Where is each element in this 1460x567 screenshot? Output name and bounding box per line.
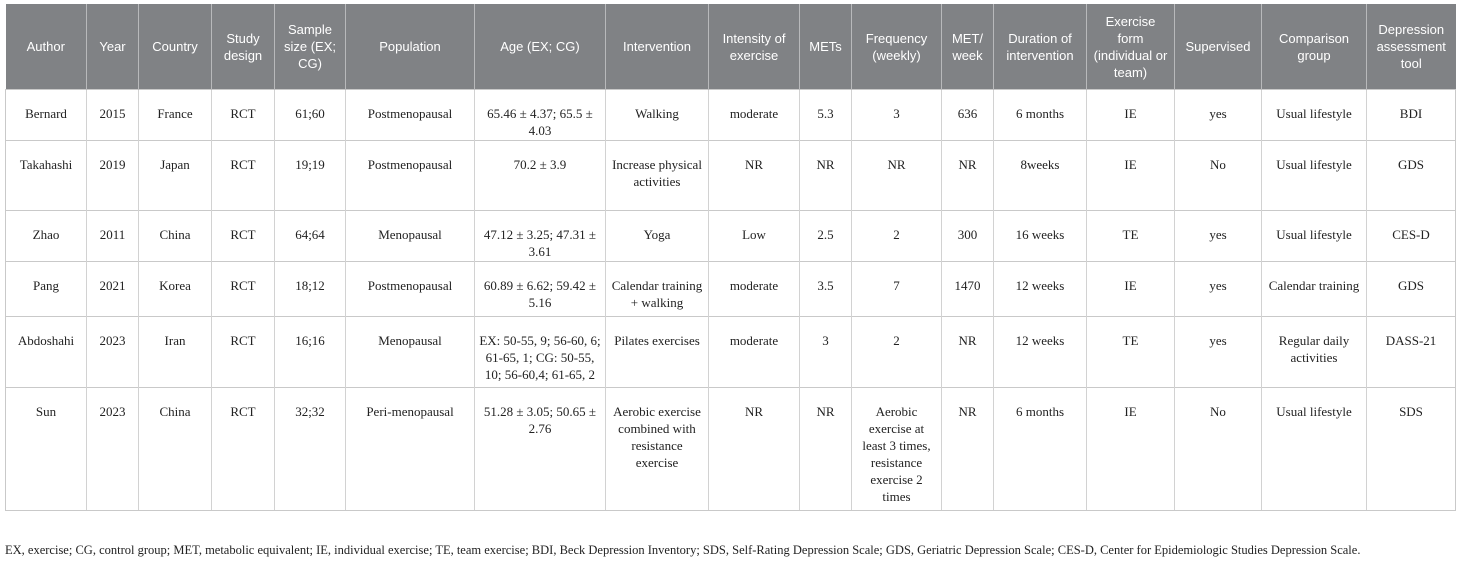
table-cell: TE [1087,211,1175,262]
table-cell: Pang [6,262,87,317]
table-cell: NR [800,141,852,211]
table-row [6,262,1456,317]
table-cell: yes [1175,262,1262,317]
table-cell: 2015 [87,90,139,141]
table-cell: 51.28 ± 3.05; 50.65 ± 2.76 [475,388,606,511]
table-cell: RCT [212,317,275,388]
header-country: Country [139,4,212,90]
table-cell: Postmenopausal [346,262,475,317]
table-row [6,317,1456,388]
table-cell: 70.2 ± 3.9 [475,141,606,211]
table-cell: 3.5 [800,262,852,317]
table-cell: NR [942,141,994,211]
table-cell: No [1175,141,1262,211]
header-author: Author [6,4,87,90]
table-cell: IE [1087,262,1175,317]
table-cell: Aerobic exercise combined with resistance exercise [606,388,709,511]
table-cell: 2.5 [800,211,852,262]
table-cell: Usual lifestyle [1262,388,1367,511]
table-cell: Usual lifestyle [1262,211,1367,262]
table-cell: NR [709,388,800,511]
table-cell: yes [1175,211,1262,262]
header-age: Age (EX; CG) [475,4,606,90]
header-population: Population [346,4,475,90]
table-cell: 7 [852,262,942,317]
table-cell: IE [1087,141,1175,211]
table-cell: 16 weeks [994,211,1087,262]
table-cell: China [139,388,212,511]
table-cell: 300 [942,211,994,262]
table-cell: NR [942,388,994,511]
header-sample-size: Sample size (EX; CG) [275,4,346,90]
table-cell: Takahashi [6,141,87,211]
table-cell: IE [1087,90,1175,141]
table-cell: Increase physical activities [606,141,709,211]
table-cell: 18;12 [275,262,346,317]
table-cell: 2 [852,211,942,262]
table-cell: BDI [1367,90,1456,141]
table-cell: Walking [606,90,709,141]
header-duration: Duration of intervention [994,4,1087,90]
table-cell: RCT [212,388,275,511]
table-cell: Bernard [6,90,87,141]
table-cell: 2021 [87,262,139,317]
table-cell: 5.3 [800,90,852,141]
table-cell: IE [1087,388,1175,511]
table-cell: CES-D [1367,211,1456,262]
table-cell: 8weeks [994,141,1087,211]
header-mets: METs [800,4,852,90]
table-cell: Low [709,211,800,262]
table-cell: GDS [1367,262,1456,317]
table-cell: Yoga [606,211,709,262]
table-cell: RCT [212,90,275,141]
table-cell: 2019 [87,141,139,211]
table-cell: NR [709,141,800,211]
table-cell: 60.89 ± 6.62; 59.42 ± 5.16 [475,262,606,317]
table-cell: 3 [852,90,942,141]
table-cell: France [139,90,212,141]
table-cell: RCT [212,211,275,262]
table-cell: No [1175,388,1262,511]
table-footnote: EX, exercise; CG, control group; MET, metabolic equivalent; IE, individual exercise; TE, team exercise; BDI, Beck Depression Inventory; SDS, Self-Rating Depression Scale; GDS, Geriatric Depression Scale; CES-D, Center for Epidemiologic Studies Depression Scale. [5,543,1361,557]
table-cell: China [139,211,212,262]
table-row [6,388,1456,511]
table-cell: 32;32 [275,388,346,511]
table-cell: Menopausal [346,317,475,388]
table-row [6,141,1456,211]
table-cell: Postmenopausal [346,90,475,141]
table-cell: 636 [942,90,994,141]
table-cell: DASS-21 [1367,317,1456,388]
header-depression-tool: Depression assessment tool [1367,4,1456,90]
table-cell: GDS [1367,141,1456,211]
table-cell: moderate [709,317,800,388]
table-cell: Japan [139,141,212,211]
table-cell: Sun [6,388,87,511]
table-cell: yes [1175,317,1262,388]
table-cell: 6 months [994,90,1087,141]
header-study-design: Study design [212,4,275,90]
table-cell: Iran [139,317,212,388]
table-cell: Aerobic exercise at least 3 times, resistance exercise 2 times [852,388,942,511]
table-cell: Menopausal [346,211,475,262]
table-cell: Postmenopausal [346,141,475,211]
table-cell: Regular daily activities [1262,317,1367,388]
table-cell: 1470 [942,262,994,317]
table-cell: 16;16 [275,317,346,388]
table-cell: 6 months [994,388,1087,511]
table-cell: moderate [709,262,800,317]
table-cell: RCT [212,141,275,211]
table-cell: Calendar training + walking [606,262,709,317]
table-cell: NR [942,317,994,388]
table-cell: Pilates exercises [606,317,709,388]
study-table-container [5,4,1455,511]
study-characteristics-table [5,4,1456,511]
table-cell: 2023 [87,317,139,388]
table-row [6,90,1456,141]
table-cell: NR [852,141,942,211]
table-cell: SDS [1367,388,1456,511]
table-cell: Zhao [6,211,87,262]
header-intensity: Intensity of exercise [709,4,800,90]
table-cell: 65.46 ± 4.37; 65.5 ± 4.03 [475,90,606,141]
table-cell: 12 weeks [994,262,1087,317]
header-frequency: Frequency (weekly) [852,4,942,90]
header-exercise-form: Exercise form (individual or team) [1087,4,1175,90]
table-cell: Usual lifestyle [1262,90,1367,141]
table-cell: yes [1175,90,1262,141]
table-cell: moderate [709,90,800,141]
header-year: Year [87,4,139,90]
header-intervention: Intervention [606,4,709,90]
table-cell: 61;60 [275,90,346,141]
table-cell: 3 [800,317,852,388]
table-cell: EX: 50-55, 9; 56-60, 6; 61-65, 1; CG: 50-55, 10; 56-60,4; 61-65, 2 [475,317,606,388]
header-met-week: MET/ week [942,4,994,90]
table-row [6,211,1456,262]
header-comparison-group: Comparison group [1262,4,1367,90]
table-cell: RCT [212,262,275,317]
table-cell: Korea [139,262,212,317]
header-row [6,4,1456,90]
table-cell: 12 weeks [994,317,1087,388]
table-cell: 2 [852,317,942,388]
table-cell: 2011 [87,211,139,262]
table-cell: 2023 [87,388,139,511]
header-supervised: Supervised [1175,4,1262,90]
table-cell: 47.12 ± 3.25; 47.31 ± 3.61 [475,211,606,262]
table-cell: Abdoshahi [6,317,87,388]
table-cell: Calendar training [1262,262,1367,317]
table-cell: 19;19 [275,141,346,211]
table-cell: Peri-menopausal [346,388,475,511]
table-cell: Usual lifestyle [1262,141,1367,211]
table-cell: NR [800,388,852,511]
table-cell: 64;64 [275,211,346,262]
table-cell: TE [1087,317,1175,388]
